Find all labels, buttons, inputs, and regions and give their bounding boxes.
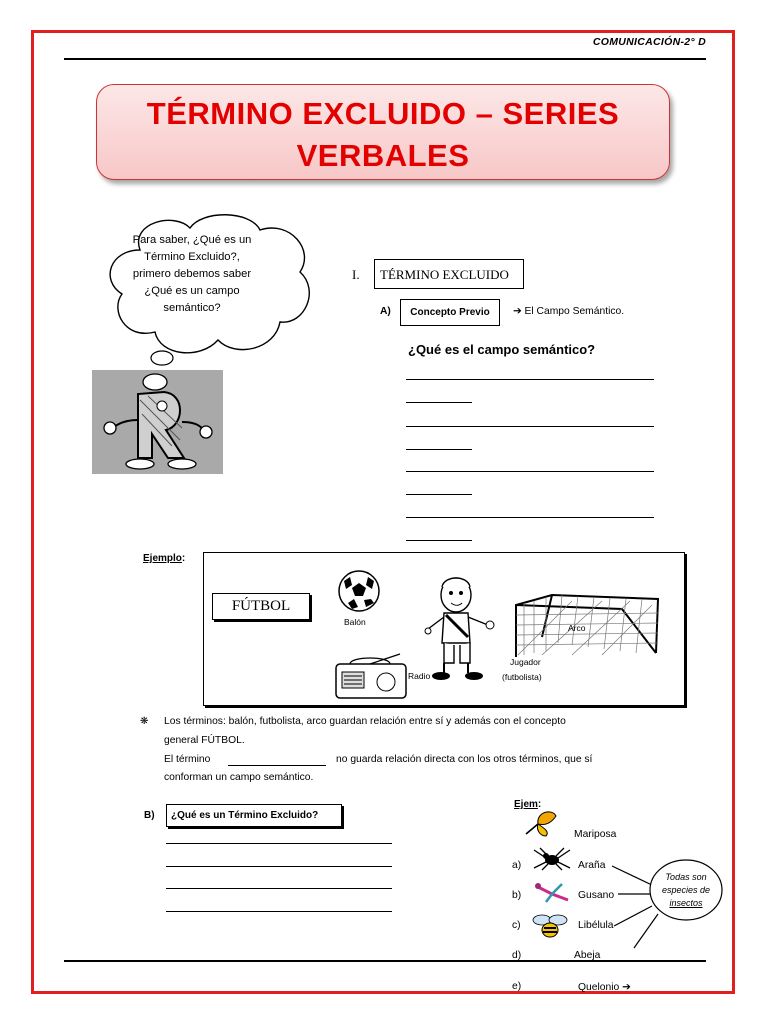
example-colon: : <box>181 553 186 564</box>
option-d-letter: d) <box>512 950 522 961</box>
termino-excluido-box <box>166 804 342 827</box>
title-banner <box>96 84 670 180</box>
answer-line[interactable] <box>166 843 392 844</box>
question-campo-semantico: ¿Qué es el campo semántico? <box>408 342 596 357</box>
title-line-1: TÉRMINO EXCLUIDO – SERIES <box>146 96 620 131</box>
explanation-line-2: general FÚTBOL. <box>164 735 245 746</box>
futbol-concept-text: FÚTBOL <box>231 598 291 614</box>
answer-line[interactable] <box>166 866 392 867</box>
character-illustration <box>92 370 223 474</box>
ejem-colon: : <box>537 799 542 810</box>
option-d-name: Abeja <box>574 950 601 961</box>
page-title <box>97 93 669 177</box>
explanation-line-4: conforman un campo semántico. <box>164 772 314 783</box>
campo-semantico-line <box>513 305 624 317</box>
option-b-name: Gusano <box>578 890 615 901</box>
section-heading-text: TÉRMINO EXCLUIDO <box>380 267 509 282</box>
example-label <box>143 553 185 564</box>
section-heading <box>374 259 524 289</box>
jugador-label: Jugador <box>510 657 541 667</box>
butterfly-icon <box>518 806 560 838</box>
option-e-letter: e) <box>512 981 522 992</box>
explanation-line-3b: no guarda relación directa con los otros términos, que sí <box>336 754 593 765</box>
option-b-letter: b) <box>512 890 522 901</box>
radio-label: Radio <box>408 671 431 681</box>
section-number: I. <box>352 267 360 282</box>
explanation-line-1: Los términos: balón, futbolista, arco guardan relación entre sí y además con el concepto <box>164 716 566 727</box>
balon-label: Balón <box>344 617 366 627</box>
bee-icon <box>530 912 570 940</box>
concept-previo-label: Concepto Previo <box>410 307 490 318</box>
concept-previo-box <box>400 299 500 326</box>
arrow-right-icon: ➔ <box>513 306 522 317</box>
bullet-icon: ❋ <box>140 716 149 727</box>
sub-a-letter: A) <box>380 306 391 317</box>
option-c-letter: c) <box>512 920 521 931</box>
caterpillar-icon <box>532 880 572 906</box>
option-a-name: Araña <box>578 860 606 871</box>
radio-icon <box>330 652 410 700</box>
course-header: COMUNICACIÓN-2° D <box>592 36 706 48</box>
spider-icon <box>530 846 574 872</box>
note-line-2: especies de <box>661 885 711 895</box>
explanation-line-3a: El término <box>164 754 211 765</box>
soccer-goal-icon <box>512 591 662 661</box>
answer-line[interactable] <box>166 911 392 912</box>
answer-line[interactable] <box>406 517 654 518</box>
answer-line[interactable] <box>406 494 472 495</box>
sub-b-letter: B) <box>144 810 155 821</box>
blank-line[interactable] <box>228 765 326 766</box>
soccer-player-icon <box>424 573 498 685</box>
answer-line[interactable] <box>406 471 654 472</box>
note-text <box>650 871 722 910</box>
example-label-text: Ejemplo <box>143 553 182 564</box>
termino-excluido-question: ¿Qué es un Término Excluido? <box>171 810 319 821</box>
insect-head: Mariposa <box>574 829 617 840</box>
answer-line[interactable] <box>406 402 472 403</box>
header-rule <box>64 58 706 60</box>
answer-line[interactable] <box>406 540 472 541</box>
answer-line[interactable] <box>406 449 472 450</box>
answer-line[interactable] <box>166 888 392 889</box>
option-a-letter: a) <box>512 860 522 871</box>
arrow-right-icon: ➔ <box>622 982 631 993</box>
footer-rule <box>64 960 706 962</box>
note-line-3: insectos <box>669 898 703 908</box>
cloud-text: Para saber, ¿Qué es un Término Excluido?, primero debemos saber ¿Qué es un campo semántico? <box>132 234 252 314</box>
note-line-1: Todas son <box>665 872 707 882</box>
title-line-2: VERBALES <box>296 138 470 173</box>
answer-line[interactable] <box>406 426 654 427</box>
letter-character-icon <box>92 370 223 474</box>
soccer-ball-icon <box>336 569 382 613</box>
ejem-label-text: Ejem <box>514 799 538 810</box>
answer-line[interactable] <box>406 379 654 380</box>
futbol-concept-box <box>212 593 310 620</box>
arco-label: Arco <box>568 623 586 633</box>
option-e-name <box>578 981 631 993</box>
option-c-name: Libélula <box>578 920 614 931</box>
futbolista-label: (futbolista) <box>502 672 542 682</box>
option-e-text: Quelonio <box>578 982 620 993</box>
campo-semantico-text: El Campo Semántico. <box>524 306 625 317</box>
